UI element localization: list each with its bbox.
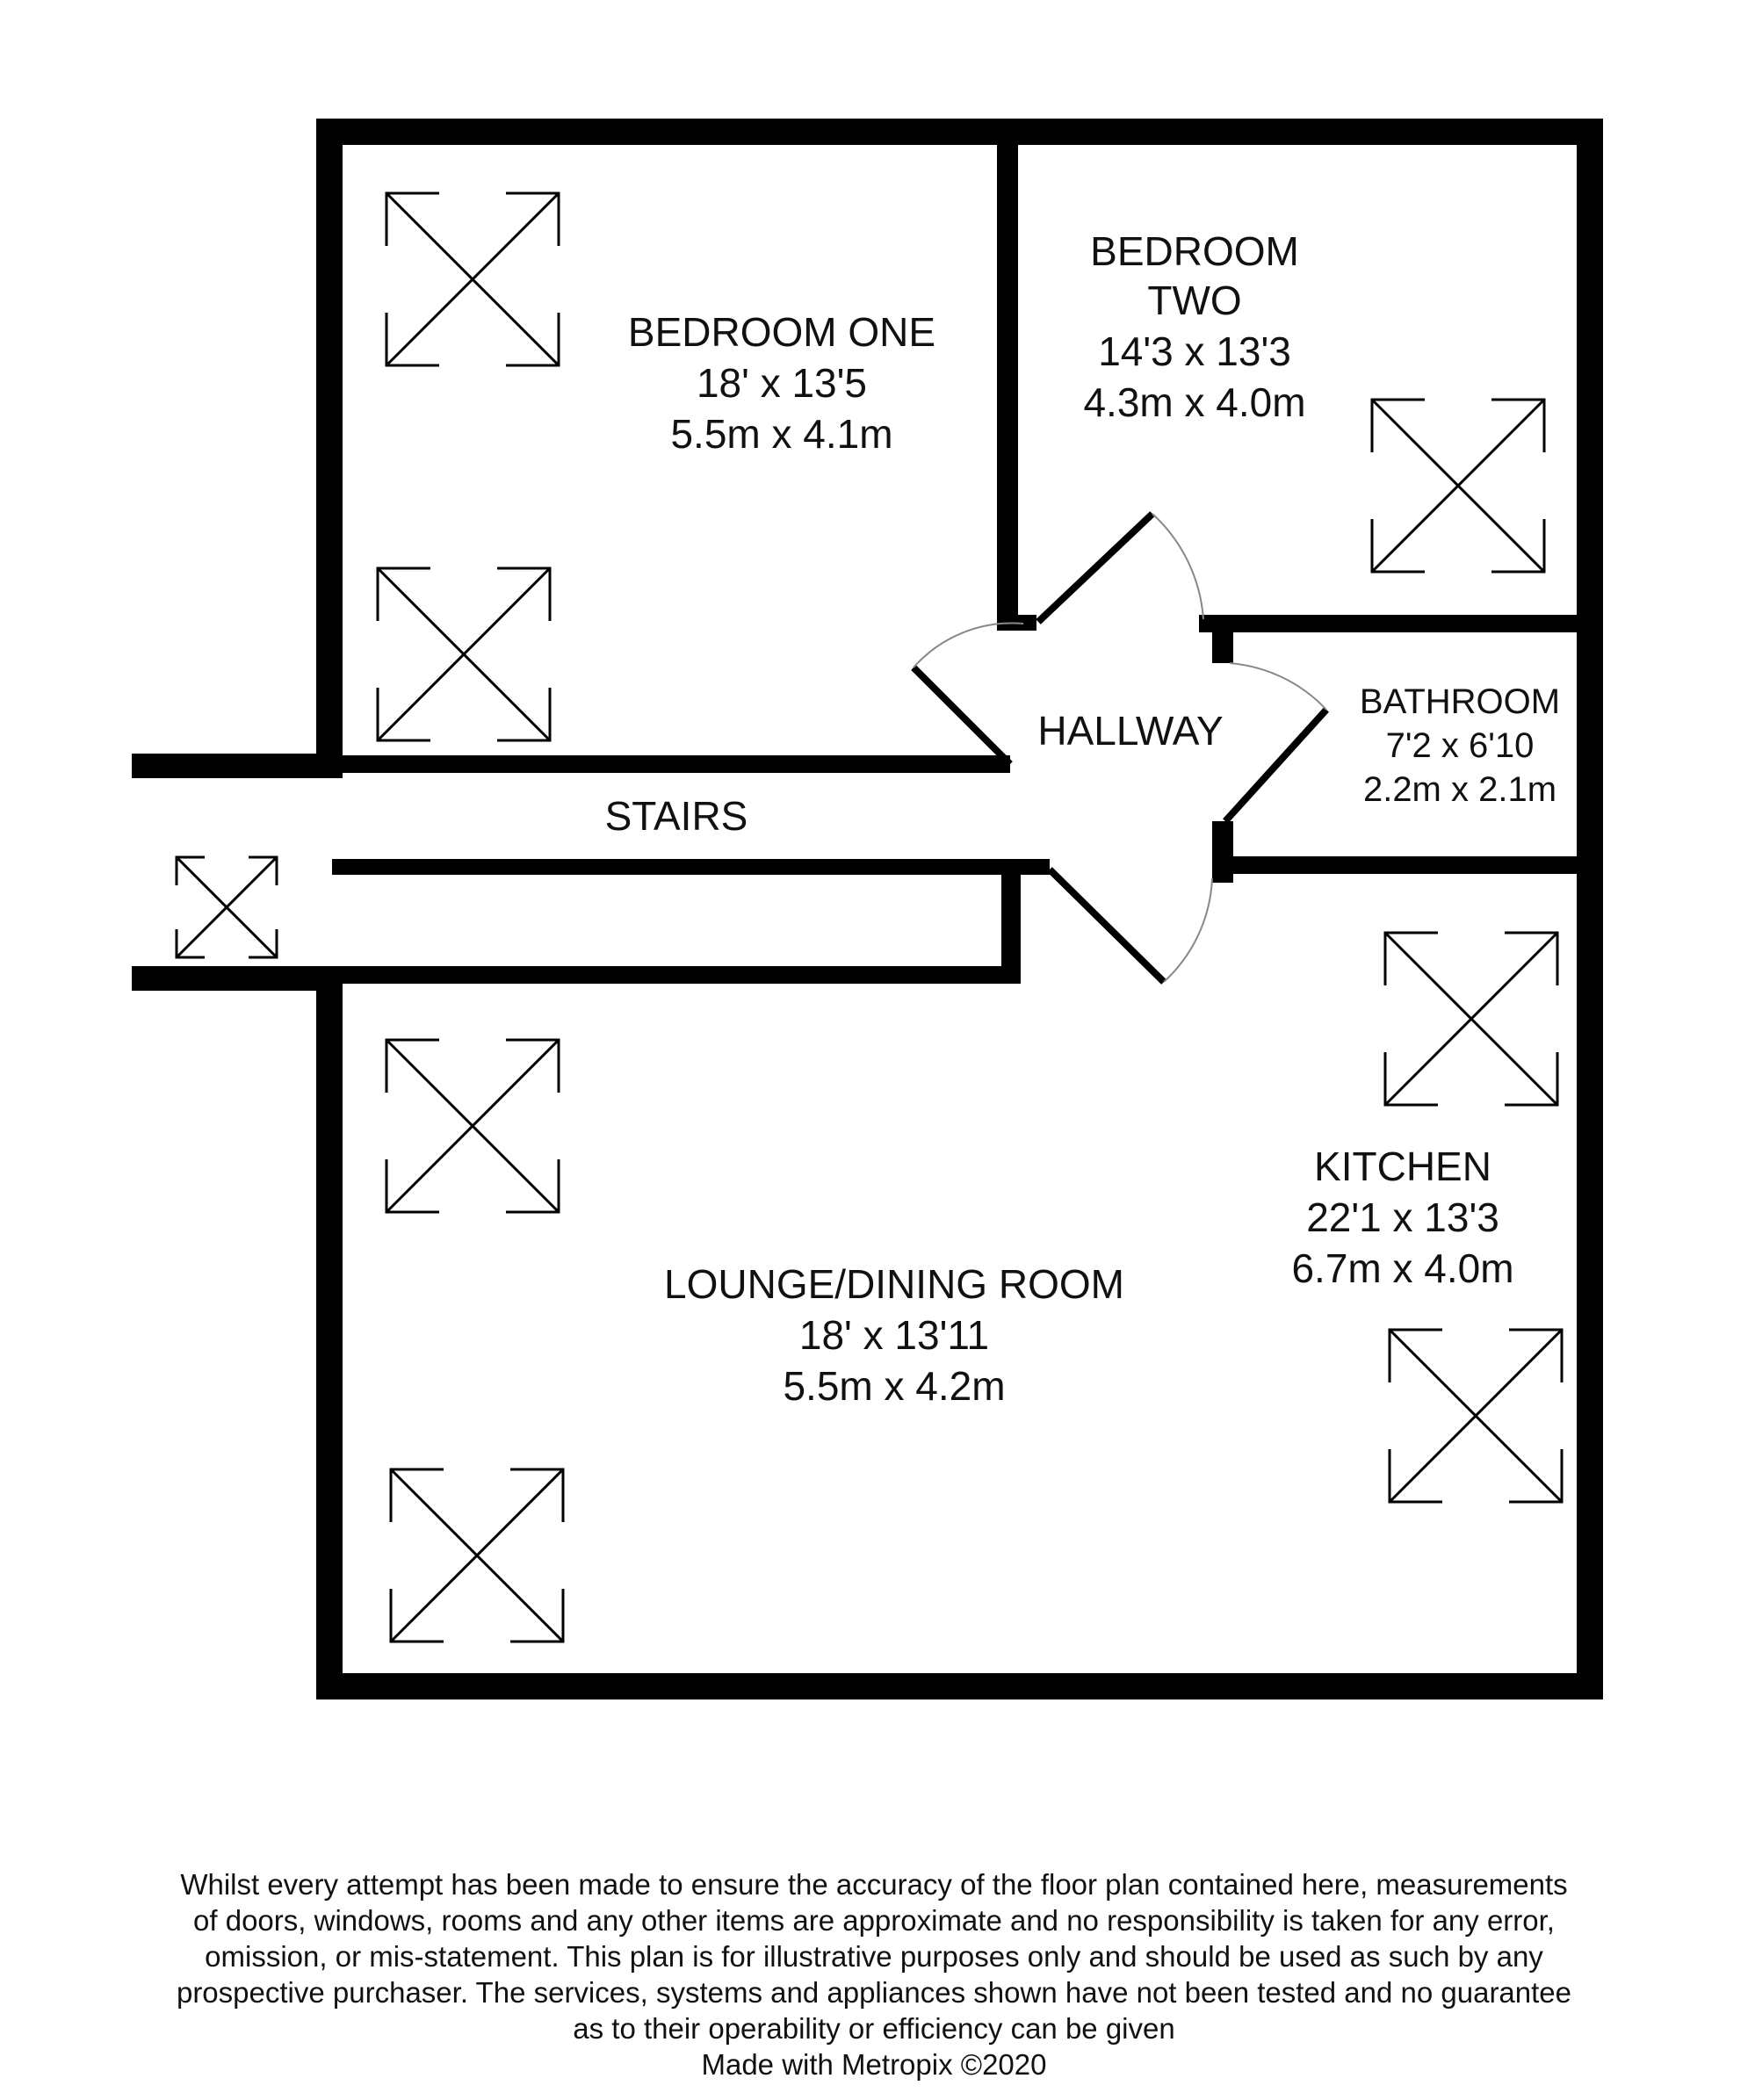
window-marker-icon xyxy=(1385,933,1557,1105)
room-bathroom xyxy=(1360,682,1560,809)
room-name: HALLWAY xyxy=(1037,708,1224,754)
room-bedroom-one xyxy=(628,309,935,457)
room-lounge-dining xyxy=(664,1261,1124,1409)
room-stairs xyxy=(605,793,748,839)
room-name: STAIRS xyxy=(604,793,748,839)
room-metric-size: 6.7m x 4.0m xyxy=(1291,1245,1514,1291)
window-marker-icon xyxy=(378,568,550,740)
room-metric-size: 5.5m x 4.1m xyxy=(670,411,893,457)
disclaimer xyxy=(105,1866,1643,2082)
room-imperial-size: 18' x 13'5 xyxy=(696,360,868,406)
disclaimer-line: Whilst every attempt has been made to ensure the accuracy of the floor plan contained here, measurements xyxy=(180,1868,1568,1901)
room-name: BATHROOM xyxy=(1359,682,1561,721)
disclaimer-line: of doors, windows, rooms and any other items are approximate and no responsibility is taken for any error, xyxy=(193,1904,1555,1937)
room-bedroom-two xyxy=(1083,228,1305,425)
room-name: KITCHEN xyxy=(1314,1144,1491,1189)
window-marker-icon xyxy=(177,857,277,957)
room-imperial-size: 18' x 13'11 xyxy=(798,1312,990,1358)
window-marker-icon xyxy=(1390,1330,1562,1502)
disclaimer-line: omission, or mis-statement. This plan is for illustrative purposes only and should be used as such by any xyxy=(205,1940,1543,1973)
room-imperial-size: 14'3 x 13'3 xyxy=(1098,328,1291,374)
room-name: BEDROOM ONE xyxy=(627,309,936,355)
walls xyxy=(132,119,1603,1699)
disclaimer-line: as to their operability or efficiency can be given xyxy=(573,2012,1175,2045)
window-marker-icon xyxy=(1372,400,1544,572)
room-kitchen xyxy=(1291,1144,1513,1291)
room-metric-size: 4.3m x 4.0m xyxy=(1083,379,1306,425)
credit-line: Made with Metropix ©2020 xyxy=(701,2048,1047,2081)
room-imperial-size: 22'1 x 13'3 xyxy=(1306,1194,1499,1240)
window-marker-icon xyxy=(386,193,559,365)
room-metric-size: 5.5m x 4.2m xyxy=(783,1363,1006,1409)
room-name: BEDROOM xyxy=(1090,228,1299,274)
room-imperial-size: 7'2 x 6'10 xyxy=(1385,726,1535,765)
room-name: LOUNGE/DINING ROOM xyxy=(664,1261,1124,1307)
room-hallway xyxy=(1037,708,1223,754)
window-marker-icon xyxy=(386,1040,559,1212)
room-metric-size: 2.2m x 2.1m xyxy=(1362,770,1557,809)
window-marker-icon xyxy=(391,1469,563,1642)
disclaimer-line: prospective purchaser. The services, systems and appliances shown have not been tested and no guarantee xyxy=(176,1976,1572,2009)
room-name-line2: TWO xyxy=(1147,278,1242,323)
